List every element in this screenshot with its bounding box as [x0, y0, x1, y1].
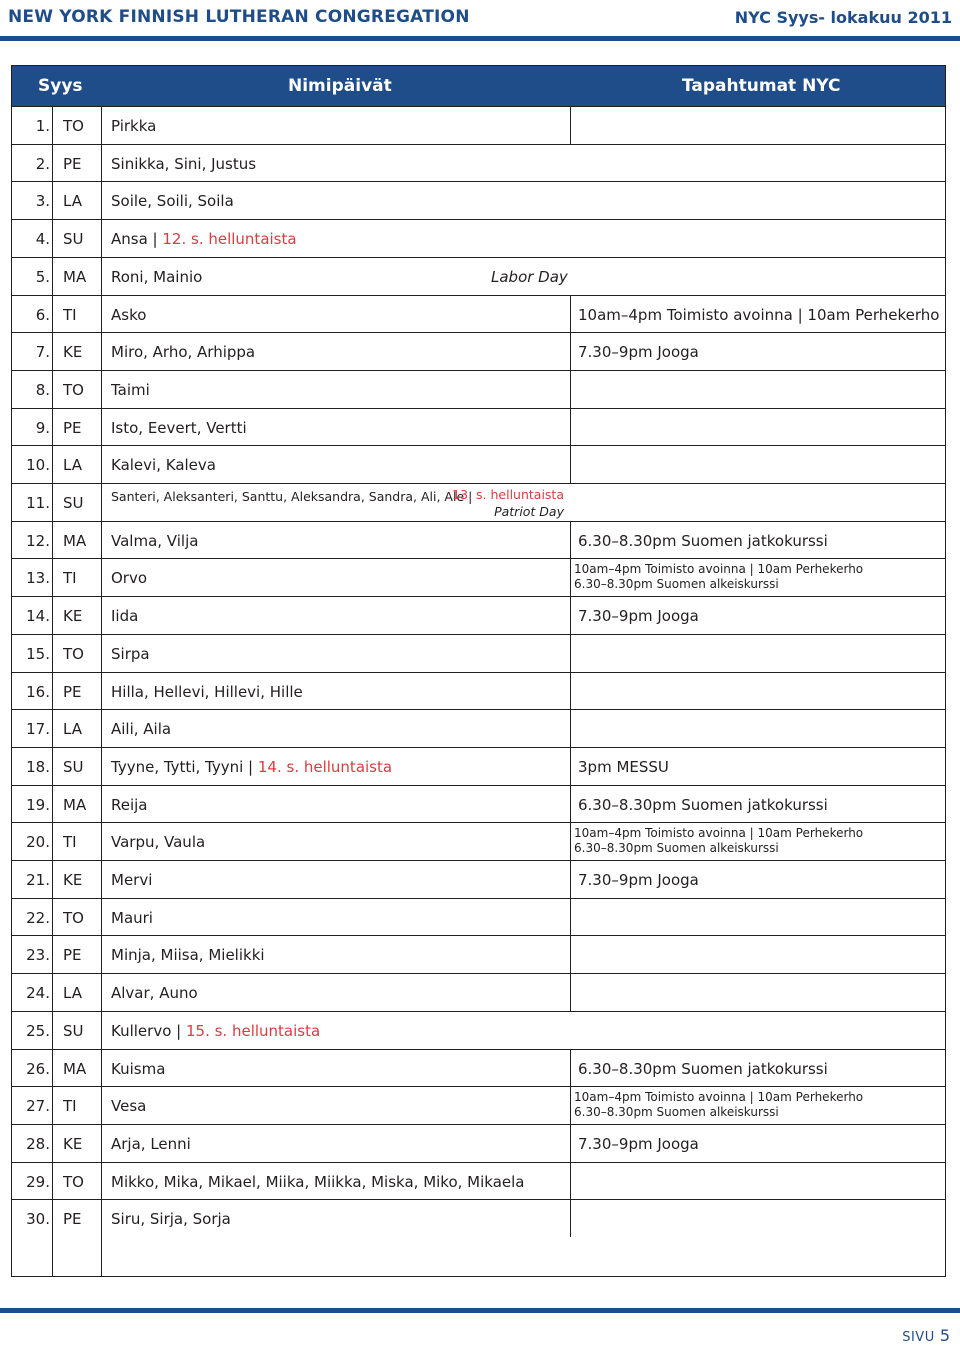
table-row: [12, 1199, 945, 1237]
event-column-divider: [570, 597, 571, 634]
table-row: [12, 445, 945, 483]
event-block: [574, 562, 863, 592]
name-days: Vesa: [111, 1097, 147, 1116]
day-number: 25.: [26, 1021, 50, 1040]
weekday: MA: [63, 531, 87, 550]
event-text: 6.30–8.30pm Suomen jatkokurssi: [578, 531, 828, 550]
name-days: Alvar, Auno: [111, 984, 198, 1003]
event-text: 10am–4pm Toimisto avoinna | 10am Perhekerho: [574, 826, 864, 841]
name-days: Mauri: [111, 908, 153, 927]
weekday: LA: [63, 984, 82, 1003]
weekday: MA: [63, 795, 87, 814]
header-name-days: Nimipäivät: [288, 76, 392, 96]
day-number: 13.: [26, 569, 50, 588]
name-days: [111, 1022, 320, 1040]
table-row: [12, 860, 945, 898]
event-column-divider: [570, 333, 571, 370]
day-number: 30.: [26, 1210, 50, 1229]
table-row: [12, 672, 945, 710]
table-row: [12, 332, 945, 370]
name-days: Orvo: [111, 569, 148, 588]
table-row: [12, 106, 945, 144]
day-number: 22.: [26, 908, 50, 927]
table-row: [12, 408, 945, 446]
header-divider: [0, 36, 960, 41]
day-number: 17.: [26, 720, 50, 739]
day-number: 8.: [35, 380, 50, 399]
event-column-divider: [570, 1200, 571, 1237]
day-number: 1.: [35, 117, 50, 135]
name-days: [111, 230, 297, 248]
event-text: 6.30–8.30pm Suomen jatkokurssi: [578, 1059, 828, 1078]
table-row: [12, 295, 945, 333]
weekday: TI: [63, 1097, 77, 1116]
header-month: Syys: [38, 76, 83, 96]
event-text-secondary: 6.30–8.30pm Suomen alkeiskurssi: [574, 1105, 779, 1120]
name-list: Ansa |: [111, 230, 163, 249]
issue-title: NYC Syys- lokakuu 2011: [734, 7, 952, 27]
event-column-divider: [570, 371, 571, 408]
org-name: NEW YORK FINNISH LUTHERAN CONGREGATION: [8, 7, 470, 27]
name-days: Soile, Soili, Soila: [111, 192, 234, 211]
holiday-block: [452, 486, 564, 520]
day-number: 20.: [26, 833, 50, 852]
day-number: 3.: [35, 192, 50, 211]
day-number: 14.: [26, 607, 50, 626]
weekday: TO: [63, 644, 84, 663]
weekday: PE: [63, 682, 82, 701]
weekday: PE: [63, 946, 82, 965]
day-number: 21.: [26, 871, 50, 889]
name-days: Miro, Arho, Arhippa: [111, 343, 256, 362]
table-row: [12, 1011, 945, 1049]
day-number: 5.: [35, 267, 50, 286]
day-number: 10.: [26, 456, 50, 475]
name-days: Aili, Aila: [111, 720, 172, 739]
weekday: TO: [63, 908, 84, 927]
event-column-divider: [570, 559, 571, 596]
weekday: TI: [63, 305, 77, 324]
name-list: Kullervo |: [111, 1021, 186, 1040]
day-number: 6.: [35, 305, 50, 324]
name-days: Mervi: [111, 871, 153, 889]
event-column-divider: [570, 861, 571, 898]
table-row: [12, 181, 945, 219]
table-row: [12, 1086, 945, 1124]
table-row: [12, 219, 945, 257]
event-text: 10am–4pm Toimisto avoinna | 10am Perhekerho: [574, 1090, 864, 1105]
name-days: Iida: [111, 607, 139, 626]
event-column-divider: [570, 1087, 571, 1124]
day-number: 24.: [26, 984, 50, 1003]
event-text: 7.30–9pm Jooga: [578, 871, 699, 889]
weekday: TO: [63, 117, 84, 135]
day-number: 18.: [26, 757, 50, 776]
name-days: Hilla, Hellevi, Hillevi, Hille: [111, 682, 303, 701]
event-column-divider: [570, 748, 571, 785]
day-number: 15.: [26, 644, 50, 663]
event-column-divider: [570, 296, 571, 333]
table-row: [12, 935, 945, 973]
name-days: Roni, Mainio: [111, 267, 203, 286]
table-row: [12, 483, 945, 521]
page-word: SIVU: [902, 1330, 935, 1345]
table-row: [12, 257, 945, 295]
event-column-divider: [570, 409, 571, 446]
name-days: Mikko, Mika, Mikael, Miika, Miikka, Miska, Miko, Mikaela: [111, 1172, 525, 1191]
weekday: TO: [63, 1172, 84, 1191]
table-row: [12, 822, 945, 860]
name-days: Sirpa: [111, 644, 150, 663]
weekday: KE: [63, 871, 83, 889]
name-days: Siru, Sirja, Sorja: [111, 1210, 231, 1229]
day-number: 29.: [26, 1172, 50, 1191]
event-block: [574, 826, 863, 856]
event-column-divider: [570, 446, 571, 483]
weekday: KE: [63, 1134, 83, 1153]
table-row: [12, 973, 945, 1011]
event-text: 6.30–8.30pm Suomen jatkokurssi: [578, 795, 828, 814]
weekday: SU: [63, 230, 84, 249]
page-number: [902, 1326, 950, 1345]
event-text: 7.30–9pm Jooga: [578, 1134, 699, 1153]
day-number: 12.: [26, 531, 50, 550]
event-column-divider: [570, 522, 571, 559]
day-number: 19.: [26, 795, 50, 814]
event-text: 7.30–9pm Jooga: [578, 607, 699, 626]
weekday: TI: [63, 569, 77, 588]
table-row: [12, 634, 945, 672]
name-days: Kuisma: [111, 1059, 166, 1078]
event-column-divider: [570, 936, 571, 973]
event-column-divider: [570, 107, 571, 144]
table-header: [12, 66, 945, 106]
footer-divider: [0, 1308, 960, 1313]
event-text: 3pm MESSU: [578, 757, 669, 776]
day-number: 23.: [26, 946, 50, 965]
table-row: [12, 370, 945, 408]
event-column-divider: [570, 673, 571, 710]
name-days: Kalevi, Kaleva: [111, 456, 216, 475]
event-text: 7.30–9pm Jooga: [578, 343, 699, 362]
event-text: 10am–4pm Toimisto avoinna | 10am Perhekerho: [574, 562, 864, 577]
sunday-label: 13. s. helluntaista: [452, 487, 564, 502]
event-text-secondary: 6.30–8.30pm Suomen alkeiskurssi: [574, 841, 779, 856]
day-number: 11.: [26, 494, 50, 512]
weekday: LA: [63, 456, 82, 475]
event-text-secondary: 6.30–8.30pm Suomen alkeiskurssi: [574, 577, 779, 592]
name-days: Reija: [111, 795, 148, 814]
table-row: [12, 898, 945, 936]
day-number: 7.: [35, 343, 50, 362]
weekday: LA: [63, 192, 82, 211]
page-num: 5: [939, 1326, 950, 1345]
name-days: Sinikka, Sini, Justus: [111, 154, 257, 173]
day-number: 9.: [35, 418, 50, 437]
event-column-divider: [570, 1050, 571, 1087]
name-days: Varpu, Vaula: [111, 833, 206, 852]
table-row: [12, 785, 945, 823]
header-events: Tapahtumat NYC: [682, 76, 841, 96]
day-number: 16.: [26, 682, 50, 701]
name-days: Taimi: [111, 380, 150, 399]
weekday: MA: [63, 1059, 87, 1078]
name-days: Santeri, Aleksanteri, Santtu, Aleksandra, Sandra, Ali, Ale |: [111, 489, 473, 504]
table-row: [12, 521, 945, 559]
table-row: [12, 558, 945, 596]
event-column-divider: [570, 1163, 571, 1200]
name-days: Isto, Eevert, Vertti: [111, 418, 247, 437]
sunday-label: 14. s. helluntaista: [257, 757, 393, 776]
event-column-divider: [570, 635, 571, 672]
day-number: 27.: [26, 1097, 50, 1116]
table-row: [12, 596, 945, 634]
day-number: 26.: [26, 1059, 50, 1078]
weekday: TI: [63, 833, 77, 852]
event-column-divider: [570, 786, 571, 823]
event-column-divider: [570, 710, 571, 747]
table-row: [12, 144, 945, 182]
weekday: SU: [63, 1021, 84, 1040]
day-number: 2.: [35, 154, 50, 173]
page-header: [0, 0, 960, 34]
event-column-divider: [570, 1125, 571, 1162]
name-days: Minja, Miisa, Mielikki: [111, 946, 265, 965]
weekday: MA: [63, 267, 87, 286]
weekday: PE: [63, 1210, 82, 1229]
event-column-divider: [570, 974, 571, 1011]
name-list: Tyyne, Tytti, Tyyni |: [111, 757, 258, 776]
weekday: PE: [63, 154, 82, 173]
weekday: SU: [63, 494, 84, 512]
name-days: Valma, Vilja: [111, 531, 199, 550]
name-days: Asko: [111, 305, 147, 324]
calendar-table: [11, 65, 946, 1277]
table-row: [12, 709, 945, 747]
name-days: Arja, Lenni: [111, 1134, 191, 1153]
event-text: 10am–4pm Toimisto avoinna | 10am Perhekerho: [578, 305, 940, 324]
sunday-label: 12. s. helluntaista: [162, 230, 297, 249]
weekday: KE: [63, 607, 83, 626]
sunday-label: 15. s. helluntaista: [185, 1021, 321, 1040]
name-days: [111, 758, 392, 776]
holiday-label: Patriot Day: [494, 504, 564, 519]
table-row: [12, 1124, 945, 1162]
table-row: [12, 747, 945, 785]
event-column-divider: [570, 899, 571, 936]
weekday: SU: [63, 757, 84, 776]
event-block: [574, 1090, 863, 1120]
table-row: [12, 1162, 945, 1200]
weekday: LA: [63, 720, 82, 739]
name-days: Pirkka: [111, 117, 157, 135]
holiday-label: Labor Day: [491, 267, 568, 286]
day-number: 28.: [26, 1134, 50, 1153]
weekday: PE: [63, 418, 82, 437]
day-number: 4.: [35, 230, 50, 249]
event-column-divider: [570, 823, 571, 860]
weekday: TO: [63, 380, 84, 399]
weekday: KE: [63, 343, 83, 362]
table-row: [12, 1049, 945, 1087]
